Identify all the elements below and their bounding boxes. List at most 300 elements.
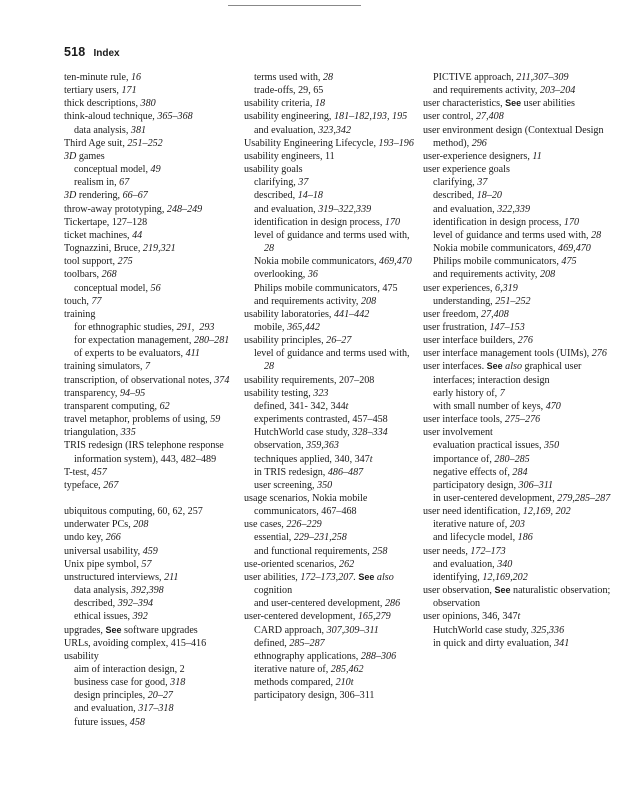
page-ref: 319–322,339 [318,203,372,215]
entry-text: user interfaces. [423,361,487,373]
page-ref: 193–196 [378,137,414,149]
top-rule [228,5,361,6]
entry-text: and evaluation, [433,558,498,570]
index-entry [244,492,416,518]
page-ref: 392 [132,611,148,623]
index-subentry [244,84,416,97]
page-ref: 323,342 [318,124,351,136]
entry-text: universal usability, [64,545,143,557]
page-ref: t [369,453,373,465]
italic-text: 3D [64,150,77,162]
page-ref: 186 [517,532,533,544]
entry-text: user involvement [423,427,493,439]
page-ref: 275–276 [504,414,541,426]
page-ref: 441–442 [333,308,370,320]
index-entry [64,518,239,531]
entry-text: overlooking, [254,269,308,281]
entry-text: methods compared, [254,677,336,689]
entry-text: usability criteria, [244,98,315,110]
index-entry [64,571,239,584]
index-subentry [244,413,416,426]
page-ref: 325,336 [531,624,565,636]
entry-text: touch, [64,295,92,307]
entry-text: cognition [254,571,397,597]
index-entry [423,505,618,518]
page-ref: 268 [101,269,117,281]
entry-text: Tickertape, 127–128 [64,216,148,228]
page-ref: 77 [91,295,102,307]
page-ref: 284 [512,466,528,478]
page-ref: 28 [264,243,275,255]
page-ref: 475 [561,256,577,268]
index-entry [64,229,239,242]
page-ref: 341 [554,637,570,649]
index-subentry [244,466,416,479]
page-ref: 258 [372,545,388,557]
page-ref: 18–20 [476,190,502,202]
index-subentry [423,216,618,229]
index-entry [244,150,416,163]
entry-text: typeface, [64,479,104,491]
index-subentry [244,545,416,558]
entry-text: user-experience designers, [423,150,533,162]
entry-text: Usability Engineering Lifecycle, [244,137,379,149]
index-subentry [244,71,416,84]
page-ref: 208 [133,519,149,531]
index-entry [423,282,618,295]
see-reference: See [494,585,511,596]
entry-text: user opinions, 346, 347 [423,611,518,623]
index-subentry [64,610,239,623]
entry-text: usability laboratories, [244,308,334,320]
index-subentry [423,400,618,413]
index-subentry [64,282,239,295]
index-entry [64,308,239,321]
index-entry [244,387,416,400]
entry-text: iterative nature of, [433,519,510,531]
index-subentry [423,466,618,479]
page-ref: 229–231,258 [293,532,347,544]
index-subentry [423,492,618,505]
entry-text: rendering, [76,190,123,202]
page-ref: 172–173 [470,545,506,557]
index-subentry [64,663,239,676]
index-subentry [244,439,416,452]
index-subentry [64,321,239,334]
page-ref: 211 [164,571,179,583]
page-ref: 181–182,193, 195 [333,111,408,123]
entry-text: design principles, [74,690,148,702]
page-ref: 7 [145,361,151,373]
page-ref: 469,470 [558,243,591,255]
entry-text: URLs, avoiding complex, 415–416 [64,637,207,649]
index-subentry [423,176,618,189]
index-subentry [423,255,618,268]
page-ref: 276 [591,348,607,360]
entry-text: graphical user interfaces; interaction design [433,361,584,386]
entry-text: naturalistic observation; observation [433,585,613,610]
index-column-3 [423,71,618,650]
page-ref: 171 [121,85,137,97]
entry-text: and user-centered development, [254,598,385,610]
entry-text: of experts to be evaluators, [74,348,186,360]
entry-text: and requirements activity, [254,295,361,307]
page-ref: 44 [132,229,143,241]
page-ref: 28 [591,229,602,241]
entry-text: described, [74,598,118,610]
page-ref: 469,470 [379,256,412,268]
index-entry [64,374,239,387]
index-subentry [244,689,416,702]
entry-text: user environment design (Contextual Design method), [423,124,607,149]
page-ref: 291, 293 [176,321,215,333]
entry-text: in quick and dirty evaluation, [433,637,555,649]
entry-text: Unix pipe symbol, [64,558,142,570]
index-subentry [423,518,618,531]
index-subentry [423,558,618,571]
entry-text: Nokia mobile communicators, [254,256,380,268]
index-subentry [423,229,618,242]
entry-text: terms used with, [254,72,323,83]
entry-text: TRIS redesign (IRS telephone response information system), 443, 482–489 [64,440,227,465]
entry-text: data analysis, [74,585,131,597]
entry-text: data analysis, [74,124,131,136]
page-ref: 12,169,202 [482,571,528,583]
page-ref: 49 [150,164,161,176]
page-ref: 28 [322,72,334,83]
italic-text: also [374,571,394,583]
entry-text: identification in design process, [433,216,564,228]
index-subentry [244,229,416,255]
entry-text: HutchWorld case study, [254,427,353,439]
index-entry [64,637,239,650]
entry-text: training [64,308,96,320]
index-subentry [244,426,416,439]
page-ref: 28 [264,361,275,373]
index-entry [244,571,416,597]
entry-text: triangulation, [64,427,121,439]
index-entry [64,242,239,255]
index-entry [64,203,239,216]
entry-text: usability [64,650,99,662]
index-subentry [64,347,239,360]
index-entry [423,124,618,150]
page-ref: 16 [131,72,142,83]
page-ref: t [345,400,349,412]
index-entry [244,334,416,347]
entry-text: level of guidance and terms used with, [433,229,592,241]
entry-text: toolbars, [64,269,102,281]
page-ref: 392–394 [117,598,154,610]
index-subentry [244,282,416,295]
page-ref: 27,408 [481,308,509,320]
index-subentry [244,203,416,216]
page-ref: 147–153 [489,321,525,333]
entry-text: aim of interaction design, 2 [74,664,185,676]
page-ref: 7 [499,387,505,399]
index-entry [64,255,239,268]
page-ref: 208 [539,269,556,281]
index-entry [244,374,416,387]
page-ref: 210t [335,677,354,689]
page-ref: 359,363 [306,440,339,452]
index-subentry [423,531,618,544]
entry-text: transparent computing, [64,400,160,412]
index-subentry [423,624,618,637]
page-ref: 276 [517,335,533,347]
page-ref: 57 [141,558,152,570]
entry-text: HutchWorld case study, [433,624,532,636]
page-ref: 12,169, 202 [522,506,571,518]
page-ref: 20–27 [147,690,173,702]
index-entry [423,360,618,386]
entry-text: ten-minute rule, [64,72,131,83]
entry-text: Philips mobile communicators, 475 [254,282,398,294]
index-entry [64,531,239,544]
index-entry [64,479,239,492]
index-entry [64,97,239,110]
index-entry [64,137,239,150]
page-ref: 350 [544,440,560,452]
index-subentry [244,347,416,373]
index-entry [423,163,618,176]
entry-text: training simulators, [64,361,146,373]
index-entry [64,360,239,373]
index-subentry [244,176,416,189]
index-entry [64,150,239,163]
entry-text: user interface management tools (UIMs), [423,348,592,360]
index-entry [64,71,239,84]
page-ref: 18 [314,98,326,110]
entry-text: iterative nature of, [254,664,331,676]
index-subentry [423,295,618,308]
entry-text: user experiences, [423,282,496,294]
index-entry [423,308,618,321]
index-entry [64,268,239,281]
page-ref: 365–368 [157,111,193,123]
entry-text: use-oriented scenarios, [244,558,340,570]
page-ref: 296 [471,137,487,149]
index-subentry [244,400,416,413]
entry-text: ethical issues, [74,611,133,623]
page-ref: 211,307–309 [516,72,569,83]
index-entry [244,163,416,176]
page-number: 518 [64,45,86,59]
index-entry [64,545,239,558]
entry-text: use cases, [244,519,287,531]
entry-text: ethnography applications, [254,650,361,662]
page-ref: 27,408 [475,111,504,123]
page-ref: 248–249 [166,203,203,215]
see-reference: See [105,624,122,635]
page-ref: 317–318 [138,703,174,715]
entry-text: understanding, [433,295,496,307]
entry-text: techniques applied, 340, 347 [254,453,370,465]
entry-text: software upgrades [121,624,198,636]
page-ref: 365,442 [287,321,320,333]
entry-text: user freedom, [423,308,482,320]
index-entry [64,558,239,571]
page-ref: 458 [129,716,145,728]
page-ref: 374 [214,374,230,386]
page-ref: 267 [103,479,119,491]
index-subentry [423,71,618,84]
index-subentry [64,163,239,176]
index-entry [64,505,239,518]
page-ref: 219,321 [142,243,176,255]
index-subentry [64,584,239,597]
running-head: Index [93,48,120,59]
page-ref: 323 [313,387,329,399]
entry-text: user abilities, [244,571,301,583]
entry-text: user needs, [423,545,471,557]
index-entry [64,387,239,400]
entry-text: user screening, [254,479,318,491]
index-subentry [423,84,618,97]
index-entry [64,400,239,413]
entry-text: tool support, [64,256,118,268]
page-ref: 280–281 [193,335,230,347]
index-entry [64,624,239,637]
entry-text: usage scenarios, Nokia mobile communicators, 467–468 [244,493,370,518]
index-entry [244,518,416,531]
entry-text: underwater PCs, [64,519,134,531]
entry-text: realism in, [74,177,120,189]
entry-text: trade-offs, 29, 65 [254,85,324,97]
index-entry [64,466,239,479]
page-ref: 36 [307,269,318,281]
entry-text: Third Age suit, [64,137,128,149]
page-ref: 381 [130,124,147,136]
page-ref: 350 [317,479,333,491]
index-subentry [244,321,416,334]
entry-text: participatory design, [433,479,519,491]
entry-text: throw-away prototyping, [64,203,167,215]
index-subentry [244,479,416,492]
entry-text: undo key, [64,532,106,544]
entry-text: thick descriptions, [64,98,141,110]
entry-text: conceptual model, [74,164,151,176]
entry-text: in TRIS redesign, [254,466,328,478]
index-entry [64,216,239,229]
index-subentry [244,663,416,676]
page-ref: 380 [140,98,156,110]
entry-text: and evaluation, [254,203,319,215]
index-subentry [244,597,416,610]
page-ref: 37 [298,177,309,189]
entry-text: user interface builders, [423,335,518,347]
entry-text: in user-centered development, [433,493,558,504]
entry-text: and requirements activity, [433,269,540,281]
index-subentry [423,571,618,584]
entry-text: T-test, [64,466,92,478]
entry-text: transparency, [64,387,120,399]
index-subentry [244,295,416,308]
page-ref: t [517,611,521,623]
index-subentry [244,216,416,229]
entry-text: business case for good, [74,677,171,689]
page-ref: 262 [339,558,355,570]
index-entry [244,137,416,150]
index-entry [423,150,618,163]
entry-text: experiments contrasted, 457–458 [254,414,388,426]
index-subentry [244,531,416,544]
entry-text: defined, 341- 342, 344 [254,400,346,412]
page-ref: 285–287 [289,637,325,649]
page-ref: 226–229 [286,519,322,531]
index-entry [244,308,416,321]
page-ref: 266 [105,532,121,544]
page-ref: 170 [384,216,401,228]
entry-text: and evaluation, [74,703,139,715]
page-ref: 279,285–287 [557,493,611,504]
index-subentry [423,189,618,202]
entry-text: user characteristics, [423,98,506,110]
page-ref: 203 [509,519,525,531]
entry-text: for expectation management, [74,335,194,347]
index-subentry [244,124,416,137]
entry-text: mobile, [254,321,288,333]
page-ref: 275 [117,256,133,268]
page-ref: 14–18 [297,190,323,202]
entry-text: conceptual model, [74,282,151,294]
entry-text: unstructured interviews, [64,571,165,583]
index-subentry [244,189,416,202]
entry-text: future issues, [74,716,130,728]
page-ref: 288–306 [360,650,397,662]
index-subentry [64,334,239,347]
entry-text: described, [433,190,477,202]
index-entry [423,413,618,426]
page-ref: 172–173,207. [300,571,356,583]
index-subentry [244,676,416,689]
entry-text: travel metaphor, problems of using, [64,414,211,426]
see-reference: See [486,361,503,372]
index-entry [244,558,416,571]
index-entry [64,650,239,663]
index-subentry [64,176,239,189]
page-ref: 280–285 [494,453,530,465]
page-header [64,43,120,61]
index-entry [423,545,618,558]
index-column-2 [244,71,416,703]
page-ref: 286 [384,598,401,610]
entry-text: upgrades, [64,624,106,636]
entry-text: with small number of keys, [433,400,546,412]
entry-text: defined, [254,637,290,649]
entry-text: observation, [254,440,307,452]
entry-text: usability requirements, 207–208 [244,374,375,386]
italic-text: 3D [64,190,77,202]
index-subentry [64,124,239,137]
entry-text: and evaluation, [254,124,319,136]
entry-text: user abilities [521,98,575,110]
entry-text: usability engineering, [244,111,334,123]
see-reference: See [358,571,375,582]
index-entry [64,84,239,97]
index-subentry [244,624,416,637]
page-ref: 459 [142,545,158,557]
entry-text: games [76,150,105,162]
index-subentry [423,268,618,281]
index-entry [423,426,618,439]
index-subentry [423,453,618,466]
entry-text: Tognazzini, Bruce, [64,243,143,255]
entry-text: user need identification, [423,506,523,518]
index-subentry [64,702,239,715]
entry-text: and evaluation, [433,203,498,215]
page-ref: 486–487 [327,466,364,478]
